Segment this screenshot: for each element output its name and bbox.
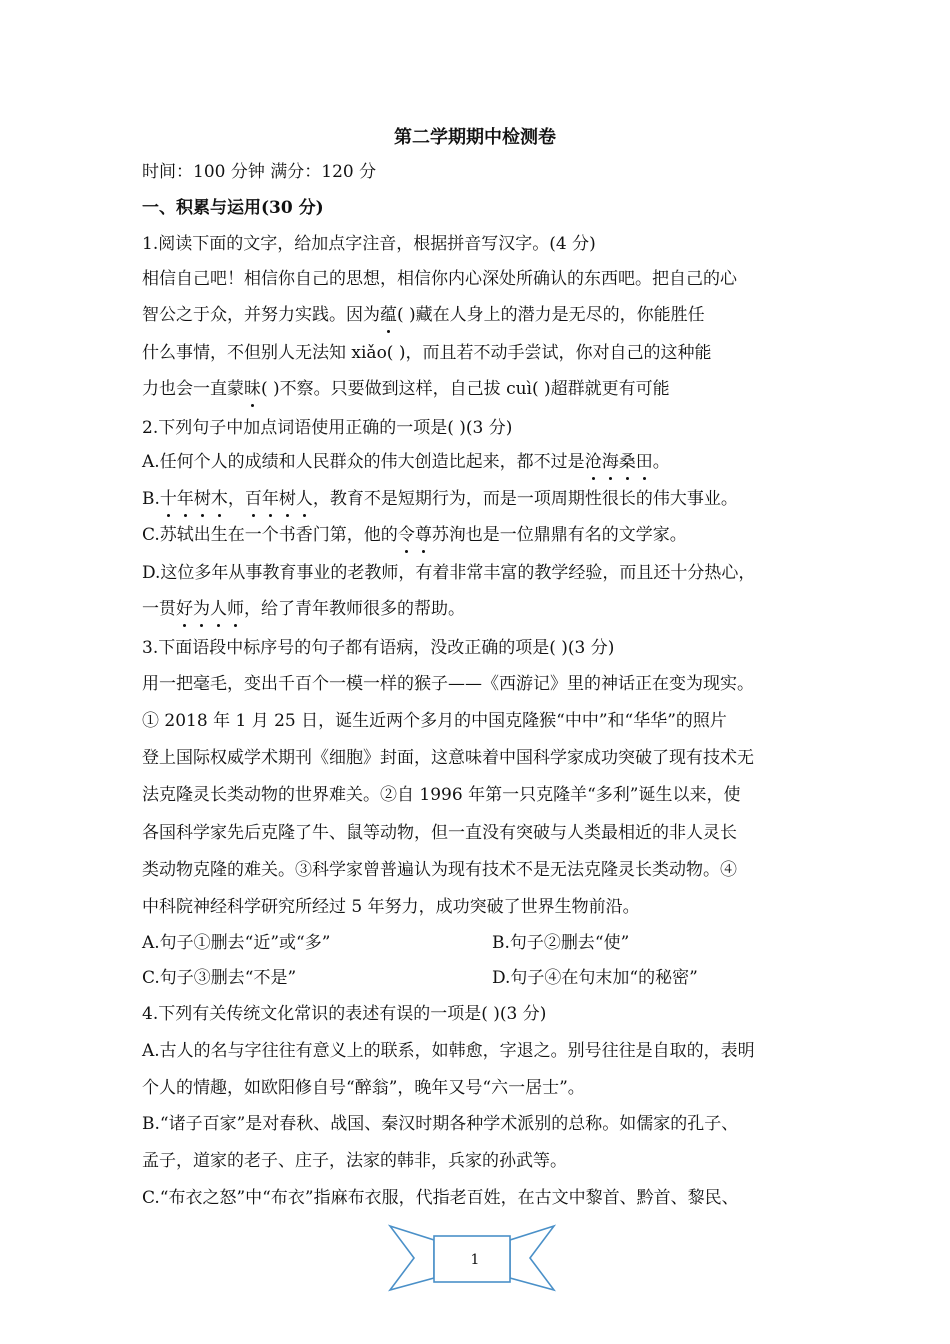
dotted-char: 田	[635, 452, 653, 472]
q4-option-c: C.“布衣之怒”中“布衣”指麻布衣服，代指老百姓，在古文中黎首、黔首、黎民、	[142, 1188, 739, 1208]
q2-option-d-cont	[142, 597, 465, 621]
dotted-char: 百	[244, 489, 262, 509]
dotted-char: 年	[176, 489, 194, 509]
exam-title: 第二学期期中检测卷	[394, 127, 556, 148]
dotted-char: 海	[601, 452, 619, 472]
section-heading: 一、积累与运用(30 分)	[142, 198, 324, 218]
q3-stem: 3.下面语段中标序号的句子都有语病，没改正确的项是( )(3 分)	[142, 638, 615, 658]
text-run: ，教育不是短期行为，而是一项周期性很长的伟大事业。	[312, 489, 738, 509]
q3-passage-line: 登上国际权威学术期刊《细胞》封面，这意味着中国科学家成功突破了现有技术无	[142, 748, 754, 768]
q2-option-c	[142, 523, 687, 547]
text-run: 苏洵也是一位鼎鼎有名的文学家。	[431, 525, 687, 545]
q4-stem: 4.下列有关传统文化常识的表述有误的一项是( )(3 分)	[142, 1004, 547, 1024]
q1-passage-line: 什么事情，不但别人无法知 xiǎo( )，而且若不动手尝试，你对自己的这种能	[142, 343, 712, 363]
q2-stem: 2.下列句子中加点词语使用正确的一项是( )(3 分)	[142, 418, 513, 438]
dotted-char: 蕴	[380, 305, 397, 325]
q3-passage-line: ① 2018 年 1 月 25 日，诞生近两个多月的中国克隆猴“中中”和“华华”的照片	[142, 711, 727, 731]
q4-option-a-cont: 个人的情趣，如欧阳修自号“醉翁”，晚年又号“六一居士”。	[142, 1078, 585, 1098]
text-run: B.	[142, 489, 160, 509]
dotted-char: 木	[210, 489, 228, 509]
q3-option-a: A.句子①删去“近”或“多”	[142, 933, 331, 953]
dotted-char: 人	[295, 489, 313, 509]
text-run: ，给了青年教师很多的帮助。	[244, 599, 465, 619]
text-run: 力也会一直蒙	[142, 379, 244, 399]
q1-passage-line	[142, 303, 705, 327]
text-run: C.苏轼出生在一个书香门第，他的	[142, 525, 398, 545]
q3-passage-line: 法克隆灵长类动物的世界难关。②自 1996 年第一只克隆羊“多利”诞生以来，使	[142, 785, 741, 805]
dotted-char: 尊	[414, 525, 432, 545]
q3-option-c: C.句子③删去“不是”	[142, 968, 297, 988]
q3-passage-line: 用一把毫毛，变出千百个一模一样的猴子——《西游记》里的神话正在变为现实。	[142, 674, 754, 694]
dotted-char: 昧	[244, 379, 261, 399]
q1-stem: 1.阅读下面的文字，给加点字注音，根据拼音写汉字。(4 分)	[142, 234, 596, 254]
page-number: 1	[470, 1252, 480, 1268]
q2-option-a	[142, 450, 670, 474]
dotted-char: 好	[176, 599, 193, 619]
text-run: 。	[652, 452, 670, 472]
dotted-char: 树	[278, 489, 296, 509]
q3-option-b: B.句子②删去“使”	[492, 933, 630, 953]
dotted-char: 沧	[584, 452, 602, 472]
q2-option-d: D.这位多年从事教育事业的老教师，有着非常丰富的教学经验，而且还十分热心，	[142, 563, 756, 583]
q1-passage-line: 相信自己吧！相信你自己的思想，相信你内心深处所确认的东西吧。把自己的心	[142, 269, 737, 289]
text-run: A.任何个人的成绩和人民群众的伟大创造比起来，都不过是	[142, 452, 585, 472]
answer-blank: ( )藏在人身上的潜力是无尽的，你能胜任	[397, 305, 705, 325]
exam-meta: 时间：100 分钟 满分：120 分	[142, 162, 377, 182]
dotted-char: 人	[210, 599, 227, 619]
text-run: 一贯	[142, 599, 176, 619]
dotted-char: 树	[193, 489, 211, 509]
dotted-char: 师	[227, 599, 244, 619]
q3-passage-line: 中科院神经科学研究所经过 5 年努力，成功突破了世界生物前沿。	[142, 897, 640, 917]
q3-option-d: D.句子④在句末加“的秘密”	[492, 968, 698, 988]
q2-option-b	[142, 487, 738, 511]
answer-blank: ( )不察。只要做到这样，自己拔 cuì( )超群就更有可能	[261, 379, 670, 399]
q3-passage-line: 类动物克隆的难关。③科学家曾普遍认为现有技术不是无法克隆灵长类动物。④	[142, 860, 737, 880]
q1-passage-line	[142, 377, 670, 401]
dotted-char: 令	[397, 525, 415, 545]
q4-option-a: A.古人的名与字往往有意义上的联系，如韩愈，字退之。别号往往是自取的，表明	[142, 1041, 755, 1061]
q3-passage-line: 各国科学家先后克隆了牛、鼠等动物，但一直没有突破与人类最相近的非人灵长	[142, 823, 737, 843]
dotted-char: 桑	[618, 452, 636, 472]
dotted-char: 十	[159, 489, 177, 509]
dotted-char: 年	[261, 489, 279, 509]
q4-option-b-cont: 孟子，道家的老子、庄子，法家的韩非，兵家的孙武等。	[142, 1151, 567, 1171]
text-run: 智公之于众，并努力实践。因为	[142, 305, 380, 325]
text-run: ，	[227, 489, 245, 509]
q4-option-b: B.“诸子百家”是对春秋、战国、秦汉时期各种学术派别的总称。如儒家的孔子、	[142, 1114, 739, 1134]
dotted-char: 为	[193, 599, 210, 619]
